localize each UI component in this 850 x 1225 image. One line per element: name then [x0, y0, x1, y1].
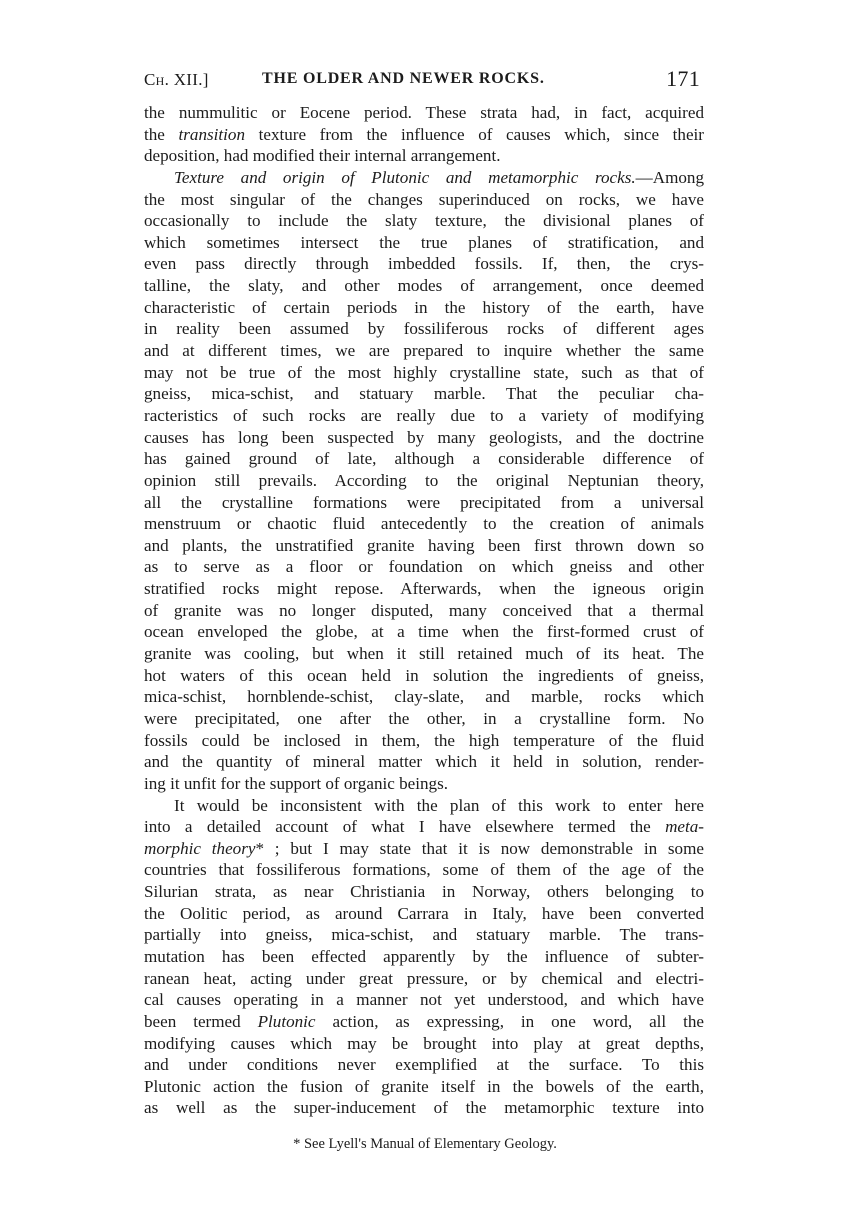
text-segment: into a detailed account of what I have elsewhere termed the	[144, 817, 666, 837]
text-segment: the most singular of the changes superinduced on rocks, we have	[144, 189, 704, 209]
text-line	[144, 686, 704, 708]
text-segment: granite was cooling, but when it still retained much of its heat. The	[144, 644, 704, 664]
text-line	[144, 232, 704, 254]
text-segment: action, as expressing, in one word, all the	[315, 1011, 704, 1031]
text-line	[144, 730, 704, 752]
italic-text: Plutonic	[257, 1011, 316, 1031]
text-segment: modifying causes which may be brought into play at great depths,	[144, 1033, 704, 1053]
text-line	[144, 946, 704, 968]
running-title: THE OLDER AND NEWER ROCKS.	[262, 70, 545, 87]
text-line	[144, 838, 704, 860]
text-line	[144, 297, 704, 319]
text-segment: —Among	[635, 167, 704, 187]
text-segment: texture from the influence of causes which, since their	[245, 124, 704, 144]
text-line	[144, 578, 704, 600]
text-segment: Plutonic action the fusion of granite itself in the bowels of the earth,	[144, 1076, 704, 1096]
text-line	[144, 253, 704, 275]
footnote: * See Lyell's Manual of Elementary Geology.	[293, 1136, 557, 1152]
text-line	[144, 795, 704, 817]
text-line	[144, 318, 704, 340]
text-segment: It would be inconsistent with the plan of this work to enter here	[174, 795, 704, 815]
text-line	[144, 881, 704, 903]
text-line	[144, 968, 704, 990]
text-segment: racteristics of such rocks are really due to a variety of modifying	[144, 405, 704, 425]
text-line	[144, 903, 704, 925]
text-line	[144, 167, 704, 189]
text-segment: the Oolitic period, as around Carrara in Italy, have been converted	[144, 903, 704, 923]
text-segment: in reality been assumed by fossiliferous rocks of different ages	[144, 319, 704, 339]
text-segment: menstruum or chaotic fluid antecedently to the creation of animals	[144, 514, 704, 534]
italic-text: morphic theory	[144, 838, 256, 858]
running-header	[144, 66, 704, 94]
chapter-label: Ch. XII.]	[144, 70, 209, 89]
text-line	[144, 773, 704, 795]
italic-text: transition	[178, 124, 245, 144]
text-segment: were precipitated, one after the other, in a crystalline form. No	[144, 708, 704, 728]
text-segment: the nummulitic or Eocene period. These strata had, in fact, acquired	[144, 103, 704, 122]
text-line	[144, 989, 704, 1011]
text-segment: ocean enveloped the globe, at a time when the first-formed crust of	[144, 622, 704, 642]
text-segment: fossils could be inclosed in them, the high temperature of the fluid	[144, 730, 704, 750]
text-segment: may not be true of the most highly crystalline state, such as that of	[144, 362, 704, 382]
text-segment: occasionally to include the slaty texture, the divisional planes of	[144, 211, 704, 231]
text-segment: which sometimes intersect the true planes of stratification, and	[144, 232, 704, 252]
text-line	[144, 708, 704, 730]
text-segment: deposition, had modified their internal arrangement.	[144, 146, 501, 166]
text-line	[144, 1054, 704, 1076]
text-segment: Silurian strata, as near Christiania in Norway, others belonging to	[144, 882, 704, 902]
text-line	[144, 859, 704, 881]
text-segment: partially into gneiss, mica-schist, and statuary marble. The trans-	[144, 925, 704, 945]
text-segment: stratified rocks might repose. Afterwards, when the igneous origin	[144, 579, 704, 599]
text-line	[144, 621, 704, 643]
text-segment: * ; but I may state that it is now demonstrable in some	[255, 838, 704, 858]
text-line	[144, 600, 704, 622]
text-segment: even pass directly through imbedded fossils. If, then, the crys-	[144, 254, 704, 274]
text-segment: as well as the super-inducement of the metamorphic texture into	[144, 1098, 704, 1118]
text-segment: has gained ground of late, although a considerable difference of	[144, 449, 704, 469]
text-segment: and plants, the unstratified granite having been first thrown down so	[144, 535, 704, 555]
text-line	[144, 362, 704, 384]
text-line	[144, 427, 704, 449]
italic-text: Texture and origin of Plutonic and metamorphic rocks.	[174, 167, 636, 187]
text-line	[144, 751, 704, 773]
text-line	[144, 405, 704, 427]
text-line	[144, 145, 704, 167]
text-line	[144, 1011, 704, 1033]
text-segment: countries that fossiliferous formations, some of them of the age of the	[144, 860, 704, 880]
text-segment: hot waters of this ocean held in solution the ingredients of gneiss,	[144, 665, 704, 685]
text-line	[144, 1076, 704, 1098]
text-line	[144, 383, 704, 405]
text-line	[144, 1097, 704, 1119]
text-line	[144, 1033, 704, 1055]
text-line	[144, 448, 704, 470]
text-segment: and the quantity of mineral matter which it held in solution, render-	[144, 752, 704, 772]
text-segment: ranean heat, acting under great pressure, or by chemical and electri-	[144, 968, 704, 988]
text-segment: characteristic of certain periods in the history of the earth, have	[144, 297, 704, 317]
text-line	[144, 189, 704, 211]
text-line	[144, 556, 704, 578]
text-segment: and at different times, we are prepared to inquire whether the same	[144, 341, 704, 361]
text-line	[144, 513, 704, 535]
text-segment: the	[144, 124, 179, 144]
text-line	[144, 643, 704, 665]
text-segment: of granite was no longer disputed, many conceived that a thermal	[144, 600, 704, 620]
text-segment: as to serve as a floor or foundation on which gneiss and other	[144, 557, 704, 577]
text-line	[144, 665, 704, 687]
text-segment: mutation has been effected apparently by the influence of subter-	[144, 946, 704, 966]
text-line	[144, 340, 704, 362]
text-segment: gneiss, mica-schist, and statuary marble. That the peculiar cha-	[144, 384, 704, 404]
text-segment: mica-schist, hornblende-schist, clay-slate, and marble, rocks which	[144, 687, 704, 707]
text-segment: all the crystalline formations were precipitated from a universal	[144, 492, 704, 512]
text-segment: ing it unfit for the support of organic beings.	[144, 773, 448, 793]
text-segment: cal causes operating in a manner not yet understood, and which have	[144, 990, 704, 1010]
text-line	[144, 124, 704, 146]
text-line	[144, 275, 704, 297]
text-line	[144, 210, 704, 232]
text-line	[144, 816, 704, 838]
text-segment: talline, the slaty, and other modes of arrangement, once deemed	[144, 276, 704, 296]
text-segment: opinion still prevails. According to the original Neptunian theory,	[144, 470, 704, 490]
text-line	[144, 924, 704, 946]
page-number: 171	[666, 66, 700, 91]
text-line	[144, 470, 704, 492]
text-line	[144, 535, 704, 557]
text-segment: and under conditions never exemplified at the surface. To this	[144, 1055, 704, 1075]
text-line	[144, 102, 704, 124]
body-text	[144, 102, 704, 1119]
text-segment: causes has long been suspected by many geologists, and the doctrine	[144, 427, 704, 447]
text-segment: been termed	[144, 1011, 258, 1031]
text-line	[144, 492, 704, 514]
italic-text: meta-	[665, 817, 704, 837]
